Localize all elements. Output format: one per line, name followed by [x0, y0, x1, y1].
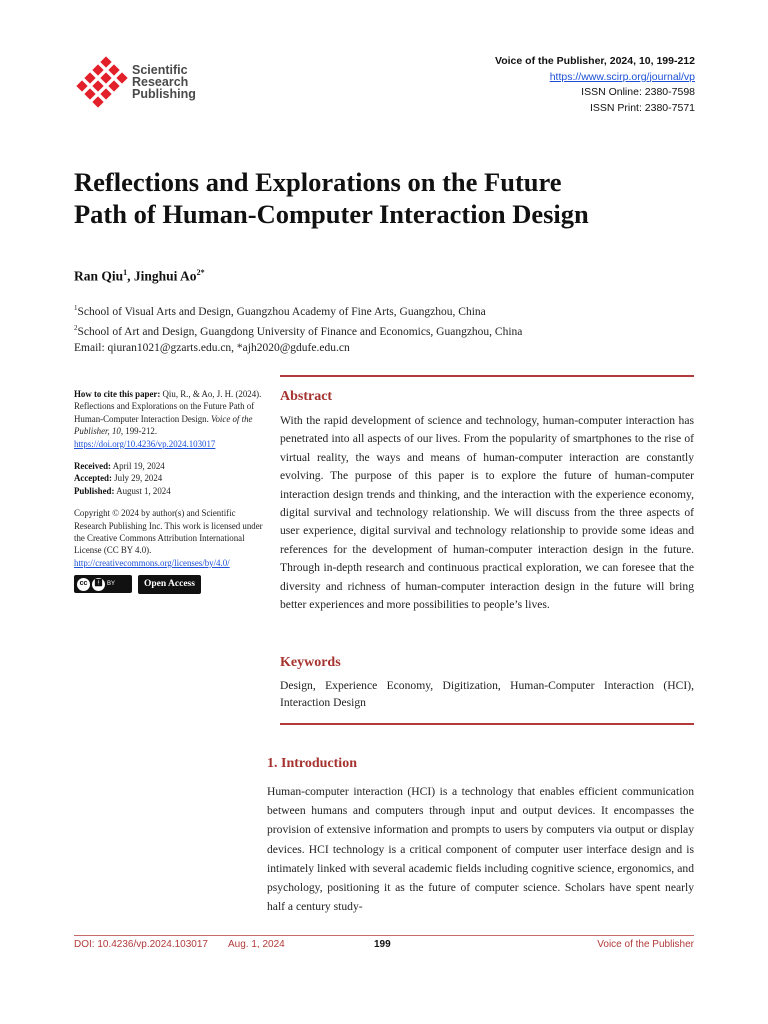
open-access-badge: Open Access [138, 575, 201, 593]
affil-text: School of Visual Arts and Design, Guangzhou Academy of Fine Arts, Guangzhou, China [77, 305, 486, 318]
cc-by-label: BY [107, 581, 116, 588]
introduction-heading: 1. Introduction [267, 756, 357, 771]
cite-label: How to cite this paper: [74, 389, 161, 399]
received-date: April 19, 2024 [112, 461, 165, 472]
publisher-name [132, 64, 196, 100]
introduction-text: Human-computer interaction (HCI) is a technology that enables efficient communication between humans and computers through input and output devices. It encompasses the provision of extensive information and prompts to users by computers via output or display devices. HCI technology is a critical component of computer user interface design and is intimately linked with several academic fields including cognitive science, ergonomics, and psychology, positioning it as the future of computer science. Scholars have spent nearly half a century study- [267, 785, 694, 914]
author-name: Jinghui Ao [133, 268, 197, 284]
affiliation-2 [74, 320, 522, 340]
authors: Ran Qiu$^1$, Jinghui $Ao^{2*}$ [74, 268, 205, 284]
footer-date: Aug. 1, 2024 [228, 939, 285, 950]
cc-by-badge[interactable] [74, 575, 132, 593]
cite-pages: 199-212. [125, 426, 158, 437]
published-label: Published: [74, 485, 115, 496]
footer-journal: Voice of the Publisher [597, 939, 694, 950]
author-affil-marker: 1 [123, 268, 128, 277]
keywords-heading: Keywords [280, 655, 341, 670]
affiliations [74, 300, 522, 356]
paper-title-line: Reflections and Explorations on the Future [74, 167, 562, 197]
journal-url-link[interactable]: https://www.scirp.org/journal/vp [549, 70, 695, 83]
by-person-icon: 🚹︎ [92, 578, 105, 591]
issn-print: ISSN Print: 2380-7571 [589, 101, 695, 114]
abstract-bottom-rule [280, 723, 694, 725]
copyright [74, 507, 264, 569]
abstract-heading: Abstract [280, 389, 333, 404]
publisher-name-line: Publishing [132, 87, 196, 101]
cc-icon: cc [77, 578, 90, 591]
accepted-label: Accepted: [74, 473, 112, 484]
author-name: Ran Qiu [74, 268, 124, 284]
publisher-name-line: Scientific [132, 63, 188, 77]
publisher-name-line: Research [132, 75, 189, 89]
license-badges [74, 575, 264, 593]
doi-link[interactable]: https://doi.org/10.4236/vp.2024.103017 [74, 438, 216, 449]
published-date: August 1, 2024 [116, 485, 171, 496]
received-label: Received: [74, 461, 111, 472]
paper-title [74, 166, 714, 230]
how-to-cite [74, 388, 264, 450]
cite-journal: Voice of the Publisher, 10, [74, 413, 253, 437]
abstract-top-rule [280, 375, 694, 377]
abstract-text: With the rapid development of science and technology, human-computer interaction has penetrated into all aspects of our lives. From the popularity of smartphones to the rise of virtual reality, the ways and means of human-computer interaction are constantly evolving. The purpose of this paper is to explore the future of human-computer interaction design trends and thinking, and the interaction with the experience economy, digital survival and technology relationship. We will discuss from the three aspects of user experience, digital survival and technology relationship to provide some ideas and references for the development of human-computer interaction design in the future. Through in-depth research and continuous practical exploration, we can foresee that the diversity and richness of human-computer interaction design in the future will bring better experiences and more possibilities to people’s lives. [280, 414, 694, 612]
journal-meta [495, 54, 695, 116]
cite-text: Qiu, R., & Ao, J. H. (2024). Reflections and Explorations on the Future Path of Human-Computer Interaction Design. [74, 389, 262, 424]
citation-sidebar [74, 388, 264, 594]
keywords-text: Design, Experience Economy, Digitization, Human-Computer Interaction (HCI), Interaction Design [280, 679, 694, 709]
paper-title-line: Path of Human-Computer Interaction Design [74, 199, 589, 229]
footer-rule [74, 935, 694, 936]
dates [74, 460, 264, 497]
issn-online: ISSN Online: 2380-7598 [581, 86, 695, 98]
journal-citation: Voice of the Publisher, 2024, 10, 199-212 [495, 55, 695, 67]
copyright-text: Copyright © 2024 by author(s) and Scientific Research Publishing Inc. This work is licensed under the Creative Commons Attribution International License (CC BY 4.0). [74, 508, 263, 556]
accepted-date: July 29, 2024 [114, 473, 163, 484]
affil-marker: 2 [74, 323, 78, 332]
affil-text: School of Art and Design, Guangdong University of Finance and Economics, Guangzhou, China [77, 325, 523, 338]
author-email: Email: qiuran1021@gzarts.edu.cn, *ajh2020@gdufe.edu.cn [74, 341, 350, 354]
affil-marker: 1 [74, 304, 78, 312]
page-number: 199 [374, 939, 391, 950]
author-affil-marker: 2* [196, 268, 205, 277]
affiliation-1 [74, 300, 522, 320]
footer-doi: DOI: 10.4236/vp.2024.103017 [74, 939, 208, 950]
license-link[interactable]: http://creativecommons.org/licenses/by/4.0/ [74, 557, 230, 568]
